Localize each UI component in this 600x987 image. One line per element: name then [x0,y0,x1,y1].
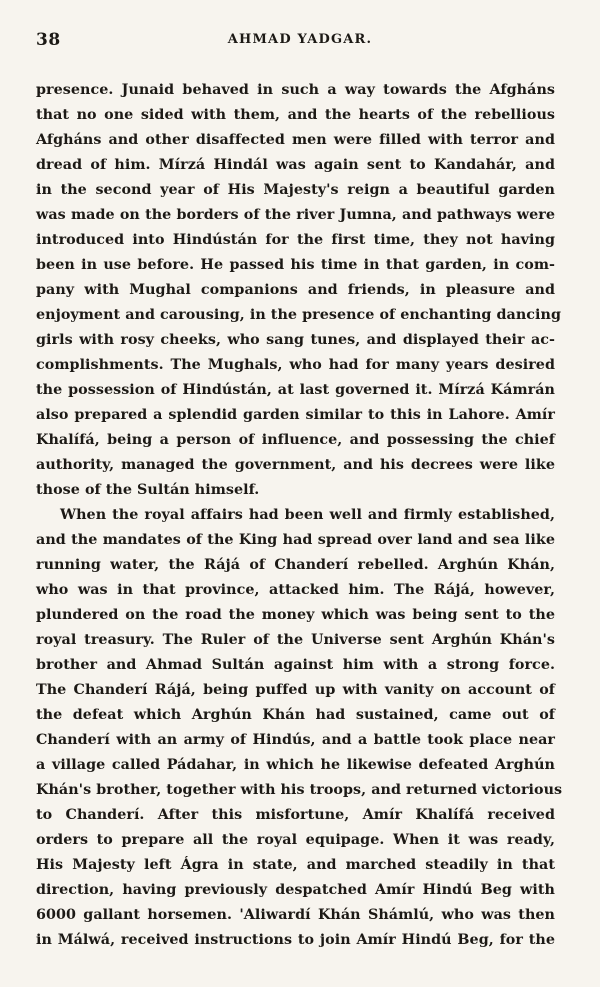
text-line: plundered on the road the money which was being sent to the [36,607,555,623]
text-line: Khalífá, being a person of influence, and possessing the chief [36,432,555,448]
paragraph-2 [36,503,563,953]
text-line: 6000 gallant horsemen. 'Aliwardí Khán Shámlú, who was then [36,907,555,923]
text-line: Afgháns and other disaffected men were filled with terror and [36,132,555,148]
text-line: orders to prepare all the royal equipage. When it was ready, [36,832,555,848]
text-line: was made on the borders of the river Jumna, and pathways were [36,207,555,223]
text-line: the defeat which Arghún Khán had sustained, came out of [36,707,555,723]
text-line: His Majesty left Ágra in state, and marched steadily in that [36,857,555,873]
text-line: also prepared a splendid garden similar to this in Lahore. Amír [36,407,555,423]
body-text [36,78,563,953]
text-line: Chanderí with an army of Hindús, and a battle took place near [36,732,555,748]
text-line: The Chanderí Rájá, being puffed up with vanity on account of [36,682,555,698]
text-line: When the royal affairs had been well and firmly established, [60,507,555,523]
text-line: to Chanderí. After this misfortune, Amír Khalífá received [36,807,555,823]
text-line: those of the Sultán himself. [36,482,260,498]
text-line: who was in that province, attacked him. The Rájá, however, [36,582,555,598]
text-line: direction, having previously despatched Amír Hindú Beg with [36,882,555,898]
text-line: royal treasury. The Ruler of the Universe sent Arghún Khán's [36,632,555,648]
running-head: AHMAD YADGAR. [227,32,373,47]
paragraph-1 [36,78,562,503]
text-line: a village called Pádahar, in which he likewise defeated Arghún [36,757,555,773]
text-line: presence. Junaid behaved in such a way towards the Afgháns [36,82,555,98]
text-line: that no one sided with them, and the hearts of the rebellious [36,107,555,123]
text-line: enjoyment and carousing, in the presence of enchanting dancing [36,307,562,323]
text-line: dread of him. Mírzá Hindál was again sent to Kandahár, and [36,157,555,173]
text-line: pany with Mughal companions and friends, in pleasure and [36,282,555,298]
text-line: and the mandates of the King had spread over land and sea like [36,532,555,548]
text-line: girls with rosy cheeks, who sang tunes, and displayed their ac- [36,332,555,348]
text-line: introduced into Hindústán for the first time, they not having [36,232,555,248]
text-line: the possession of Hindústán, at last governed it. Mírzá Kámrán [36,382,555,398]
text-line: been in use before. He passed his time in that garden, in com- [36,257,555,273]
page-header [36,30,564,54]
text-line: in the second year of His Majesty's reign a beautiful garden [36,182,555,198]
text-line: brother and Ahmad Sultán against him with a strong force. [36,657,555,673]
text-line: running water, the Rájá of Chanderí rebelled. Arghún Khán, [36,557,555,573]
text-line: complishments. The Mughals, who had for many years desired [36,357,555,373]
text-line: Khán's brother, together with his troops, and returned victorious [36,782,563,798]
page-number: 38 [36,30,61,50]
text-line: in Málwá, received instructions to join Amír Hindú Beg, for the [36,932,555,948]
text-line: authority, managed the government, and his decrees were like [36,457,555,473]
